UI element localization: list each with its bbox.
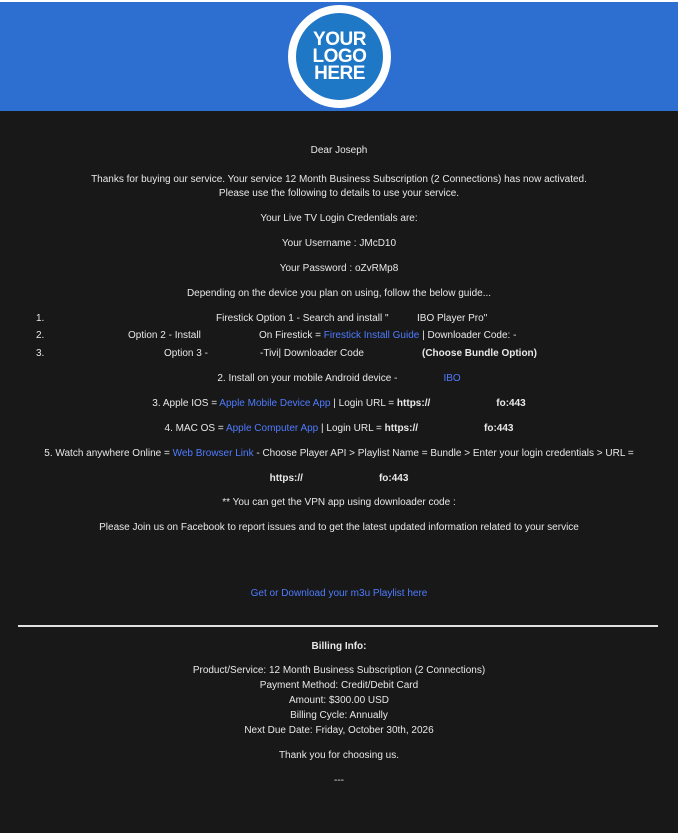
- logo-line-1: YOUR: [313, 29, 366, 50]
- guide-item-2-text: Option 2 - Install: [128, 330, 201, 341]
- guide-item-2-rest: [259, 330, 516, 342]
- ios-url-end: fo:443: [496, 398, 526, 409]
- billing-due-date: Next Due Date: Friday, October 30th, 2026: [244, 725, 434, 736]
- username-label: Your Username :: [281, 238, 360, 249]
- intro-line-2: Please use the following to details to use your service.: [218, 188, 460, 199]
- logo-line-3: HERE: [314, 63, 365, 84]
- facebook-note: Please Join us on Facebook to report issues and to get the latest updated information related to your service: [99, 522, 579, 533]
- guide-item-2-number: 2.: [36, 330, 45, 341]
- guide-item-2-downloader: | Downloader Code: -: [419, 330, 517, 341]
- billing-product: Product/Service: 12 Month Business Subscription (2 Connections): [192, 665, 486, 676]
- vpn-note: ** You can get the VPN app using downloader code :: [222, 497, 456, 508]
- guide-item-3-bundle: (Choose Bundle Option): [422, 348, 537, 359]
- ios-login-label: | Login URL =: [330, 398, 397, 409]
- online-url-end: fo:443: [378, 473, 409, 484]
- billing-cycle: Billing Cycle: Annually: [290, 710, 388, 721]
- greeting: Dear Joseph: [310, 145, 368, 156]
- username-row: [0, 238, 678, 250]
- apple-mobile-device-app-link[interactable]: Apple Mobile Device App: [219, 398, 331, 409]
- guide-item-2-prefix: On Firestick =: [259, 330, 324, 341]
- thanks-note: Thank you for choosing us.: [278, 750, 400, 761]
- mac-url-end: fo:443: [484, 423, 514, 434]
- guide-item-1-text: Firestick Option 1 - Search and install ": [216, 313, 389, 324]
- guide-item-3-number: 3.: [36, 348, 45, 359]
- mac-login-label: | Login URL =: [318, 423, 385, 434]
- guide-item-3-text: Option 3 -: [164, 348, 208, 359]
- online-url-start: https://: [269, 473, 303, 484]
- guide-item-1-app: IBO Player Pro": [417, 313, 488, 324]
- web-browser-link[interactable]: Web Browser Link: [172, 448, 254, 459]
- billing-payment-method: Payment Method: Credit/Debit Card: [259, 680, 419, 691]
- ios-label: 3. Apple IOS =: [152, 398, 220, 409]
- online-label: 5. Watch anywhere Online =: [44, 448, 173, 459]
- billing-heading: Billing Info:: [311, 641, 367, 652]
- apple-computer-app-link[interactable]: Apple Computer App: [225, 423, 319, 434]
- ios-row: [0, 398, 678, 410]
- android-text: 2. Install on your mobile Android device -: [217, 373, 398, 384]
- mac-row: [0, 423, 678, 435]
- logo: [288, 5, 391, 108]
- billing-amount: Amount: $300.00 USD: [288, 695, 390, 706]
- m3u-playlist-link[interactable]: Get or Download your m3u Playlist here: [250, 588, 428, 599]
- credentials-heading: Your Live TV Login Credentials are:: [260, 213, 418, 224]
- ios-url-start: https://: [396, 398, 431, 409]
- guide-intro: Depending on the device you plan on using, follow the below guide...: [186, 288, 492, 299]
- password-row: [0, 263, 678, 275]
- email-header: [0, 2, 678, 111]
- online-row: [0, 448, 678, 460]
- firestick-install-guide-link[interactable]: Firestick Install Guide: [323, 330, 420, 341]
- guide-item-3-downloader: -Tivi| Downloader Code: [260, 348, 364, 359]
- mac-url-start: https://: [384, 423, 418, 434]
- online-instructions: - Choose Player API > Playlist Name = Bundle > Enter your login credentials > URL =: [253, 448, 634, 459]
- android-row: [0, 373, 678, 385]
- signoff: ---: [334, 775, 344, 786]
- guide-item-1-number: 1.: [36, 313, 45, 324]
- mac-label: 4. MAC OS =: [164, 423, 226, 434]
- password-label: Your Password :: [279, 263, 355, 274]
- logo-line-2: LOGO: [312, 46, 367, 67]
- online-url-row: [0, 473, 678, 485]
- username-value: JMcD10: [359, 238, 397, 249]
- logo-badge: [296, 13, 383, 100]
- intro-line-1: Thanks for buying our service. Your service 12 Month Business Subscription (2 Connections) has now activated.: [91, 174, 587, 185]
- android-app-link[interactable]: IBO: [443, 373, 461, 384]
- password-value: oZvRMp8: [354, 263, 399, 274]
- section-divider: [18, 625, 658, 627]
